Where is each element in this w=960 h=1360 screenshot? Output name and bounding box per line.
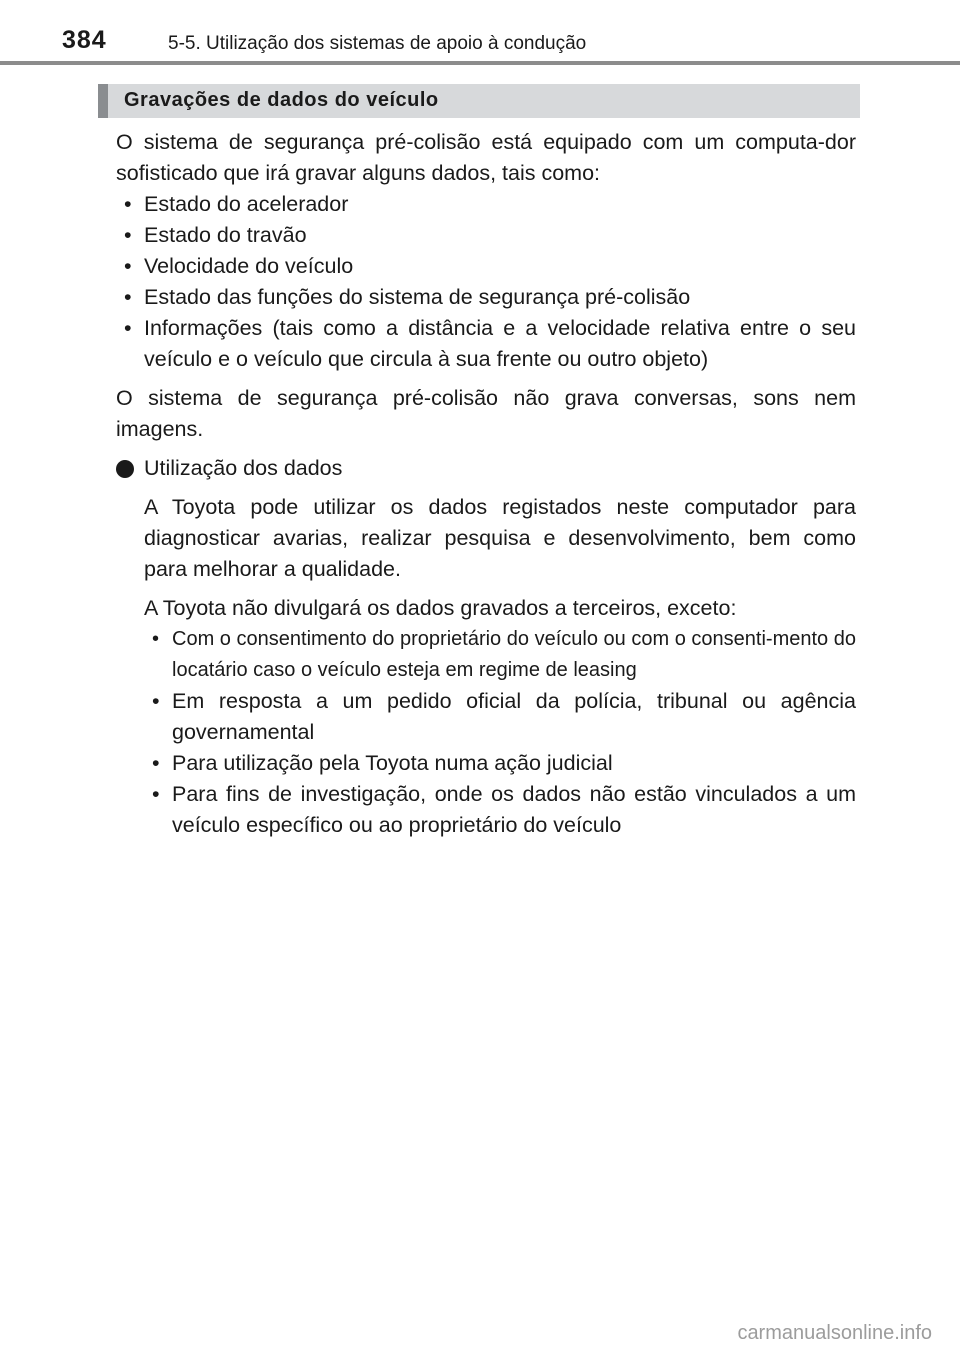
list-item bbox=[116, 282, 856, 313]
sub-heading bbox=[116, 453, 856, 484]
usage-paragraph: A Toyota pode utilizar os dados registados neste computador para diagnosticar avarias, realizar pesquisa e desenvolvimento, bem como para melhorar a qualidade. bbox=[144, 495, 856, 581]
list-item-text: Para fins de investigação, onde os dados não estão vinculados a um veículo específico ou ao proprietário do veículo bbox=[172, 782, 856, 837]
main-content bbox=[116, 127, 856, 841]
bullet-icon: • bbox=[124, 254, 132, 278]
bullet-icon: • bbox=[124, 223, 132, 247]
page-number: 384 bbox=[62, 26, 107, 54]
bullet-icon: • bbox=[152, 628, 160, 650]
recorded-data-list bbox=[116, 189, 856, 375]
list-item bbox=[144, 686, 856, 748]
disclosure-paragraph: A Toyota não divulgará os dados gravados a terceiros, exceto: bbox=[144, 596, 737, 620]
list-item-text: Em resposta a um pedido oficial da polícia, tribunal ou agência governamental bbox=[172, 689, 856, 744]
page-header bbox=[0, 0, 960, 66]
bullet-icon: • bbox=[124, 285, 132, 309]
watermark: carmanualsonline.info bbox=[737, 1322, 932, 1344]
list-item bbox=[144, 624, 856, 686]
header-divider bbox=[0, 61, 960, 65]
list-item-text: Estado do acelerador bbox=[144, 192, 349, 216]
usage-section bbox=[116, 492, 856, 841]
list-item bbox=[116, 220, 856, 251]
chapter-title: 5-5. Utilização dos sistemas de apoio à condução bbox=[168, 33, 587, 54]
list-item bbox=[116, 313, 856, 375]
list-item-text: Com o consentimento do proprietário do veículo ou com o consenti-mento do locatário caso o veículo esteja em regime de leasing bbox=[172, 628, 856, 681]
list-item-text: Informações (tais como a distância e a velocidade relativa entre o seu veículo e o veículo que circula à sua frente ou outro objeto) bbox=[144, 316, 856, 371]
filled-circle-icon bbox=[116, 460, 134, 478]
list-item-text: Para utilização pela Toyota numa ação judicial bbox=[172, 751, 613, 775]
list-item bbox=[116, 251, 856, 282]
sub-heading-text: Utilização dos dados bbox=[144, 456, 343, 480]
list-item-text: Velocidade do veículo bbox=[144, 254, 354, 278]
bullet-icon: • bbox=[152, 782, 160, 806]
list-item bbox=[144, 748, 856, 779]
bullet-icon: • bbox=[152, 689, 160, 713]
intro-paragraph: O sistema de segurança pré-colisão está equipado com um computa-dor sofisticado que irá gravar alguns dados, tais como: bbox=[116, 130, 856, 185]
list-item bbox=[144, 779, 856, 841]
list-item bbox=[116, 189, 856, 220]
list-item-text: Estado do travão bbox=[144, 223, 307, 247]
section-title-bar bbox=[98, 84, 860, 118]
list-item-text: Estado das funções do sistema de segurança pré-colisão bbox=[144, 285, 691, 309]
bullet-icon: • bbox=[124, 192, 132, 216]
bullet-icon: • bbox=[124, 316, 132, 340]
no-record-paragraph: O sistema de segurança pré-colisão não grava conversas, sons nem imagens. bbox=[116, 386, 856, 441]
section-title: Gravações de dados do veículo bbox=[124, 89, 439, 111]
exceptions-list bbox=[144, 624, 856, 841]
bullet-icon: • bbox=[152, 751, 160, 775]
